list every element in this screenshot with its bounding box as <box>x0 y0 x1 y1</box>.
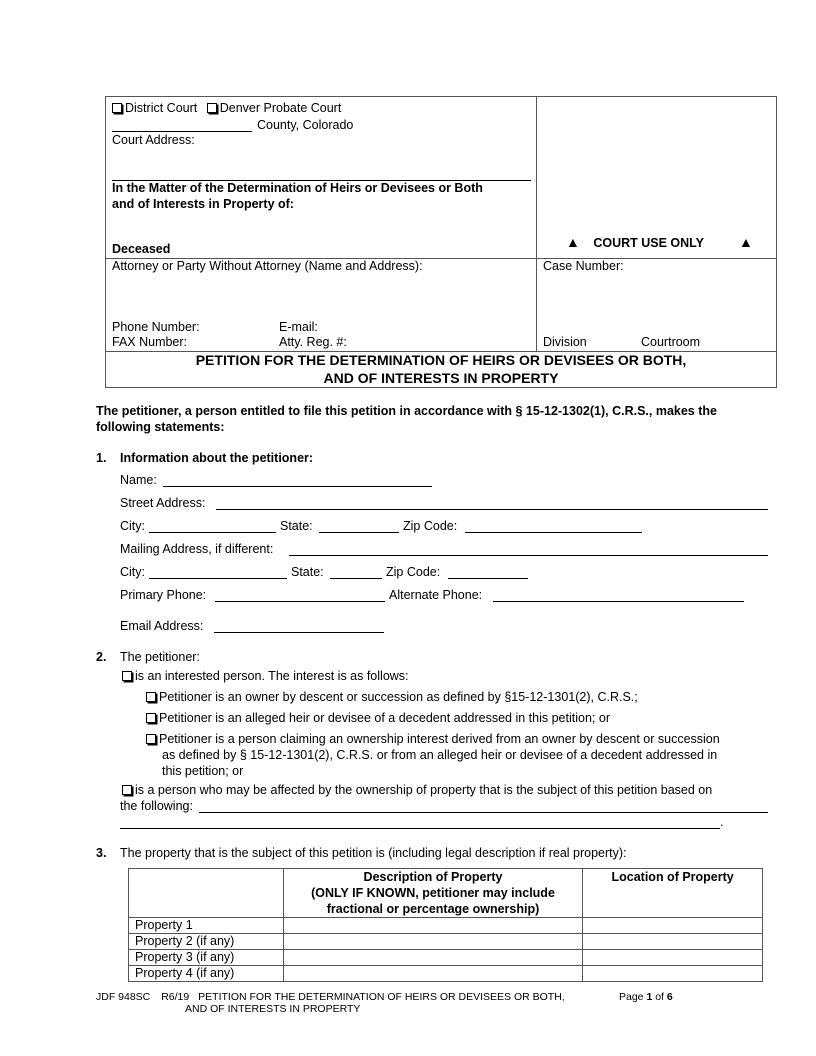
court-use-only-label: COURT USE ONLY <box>593 236 705 250</box>
affected-person-option <box>122 783 712 797</box>
section-2-number: 2. <box>96 650 107 664</box>
alternate-phone-field[interactable] <box>493 601 744 602</box>
property-location-cell[interactable] <box>583 950 763 966</box>
footer-page-number: 1 <box>646 991 653 1003</box>
property-description-cell[interactable] <box>283 966 582 982</box>
mailing-address-label: Mailing Address, if different: <box>120 542 274 556</box>
up-triangle-icon: ▲ <box>739 234 753 250</box>
intro-line-1: The petitioner, a person entitled to file this petition in accordance with § 15-12-1302(1), C.R.S., makes the <box>96 404 717 418</box>
property-description-cell[interactable] <box>283 918 582 934</box>
footer-left <box>96 991 565 1003</box>
claimant-label-line-3: this petition; or <box>162 764 244 778</box>
footer-of-label: of <box>655 991 664 1003</box>
property-location-cell[interactable] <box>583 934 763 950</box>
district-court-checkbox[interactable] <box>112 103 122 113</box>
mailing-state-field[interactable] <box>330 578 382 579</box>
location-column-header: Location of Property <box>583 869 763 918</box>
owner-option <box>146 690 638 704</box>
affected-basis-field-2[interactable] <box>120 828 720 829</box>
affected-period: . <box>720 815 724 829</box>
name-label: Name: <box>120 473 157 487</box>
claimant-label-line-2: as defined by § 15-12-1301(2), C.R.S. or from an alleged heir or devisee of a decedent addressed in <box>162 748 718 762</box>
footer-revision: R6/19 <box>161 991 190 1003</box>
fax-number-label: FAX Number: <box>112 335 188 349</box>
caption-divider-vertical <box>536 96 537 351</box>
table-row <box>129 918 763 934</box>
intro-line-2: following statements: <box>96 420 225 434</box>
email-address-field[interactable] <box>214 632 384 633</box>
county-label: County, Colorado <box>257 118 354 132</box>
county-blank[interactable] <box>112 131 252 132</box>
email-address-label: Email Address: <box>120 619 204 633</box>
phone-number-label: Phone Number: <box>112 320 200 334</box>
district-court-label: District Court <box>125 101 198 115</box>
section-3-number: 3. <box>96 846 107 860</box>
attorney-label: Attorney or Party Without Attorney (Name and Address): <box>112 259 423 273</box>
heir-option <box>146 711 610 725</box>
description-header-line-3: fractional or percentage ownership) <box>326 902 540 916</box>
denver-probate-label: Denver Probate Court <box>219 101 342 115</box>
owner-label: Petitioner is an owner by descent or succession as defined by §15-12-1301(2), C.R.S.; <box>159 690 638 704</box>
table-row <box>129 950 763 966</box>
property-location-cell[interactable] <box>583 966 763 982</box>
court-checkboxes <box>112 101 341 115</box>
primary-phone-label: Primary Phone: <box>120 588 207 602</box>
zip-field[interactable] <box>465 532 642 533</box>
property-table-header <box>129 869 763 918</box>
property-description-cell[interactable] <box>283 934 582 950</box>
table-row <box>129 966 763 982</box>
matter-line-2: and of Interests in Property of: <box>112 197 294 211</box>
mailing-address-field[interactable] <box>289 555 768 556</box>
section-3-heading: The property that is the subject of this petition is (including legal description if real property): <box>120 846 627 860</box>
mailing-zip-label: Zip Code: <box>386 565 441 579</box>
division-label: Division <box>543 335 587 349</box>
primary-phone-field[interactable] <box>215 601 385 602</box>
interested-person-label: is an interested person. The interest is as follows: <box>135 669 409 683</box>
case-number-label: Case Number: <box>543 259 624 273</box>
city-label: City: <box>120 519 145 533</box>
table-row <box>129 934 763 950</box>
form-title-line-1: PETITION FOR THE DETERMINATION OF HEIRS OR DEVISEES OR BOTH, <box>195 352 687 368</box>
atty-reg-label: Atty. Reg. #: <box>279 335 347 349</box>
footer-page-total: 6 <box>666 991 673 1003</box>
footer-page-label: Page <box>619 991 644 1003</box>
property-description-cell[interactable] <box>283 950 582 966</box>
description-header-line-1: Description of Property <box>363 870 503 884</box>
matter-line-1: In the Matter of the Determination of Heirs or Devisees or Both <box>112 181 483 195</box>
up-triangle-icon: ▲ <box>566 234 580 250</box>
claimant-checkbox[interactable] <box>146 734 156 744</box>
zip-label: Zip Code: <box>403 519 458 533</box>
property-table-blank-header <box>129 869 284 918</box>
footer-title-line-2: AND OF INTERESTS IN PROPERTY <box>185 1003 361 1015</box>
affected-basis-field-1[interactable] <box>199 812 768 813</box>
heir-label: Petitioner is an alleged heir or devisee of a decedent addressed in this petition; or <box>159 711 610 725</box>
property-table <box>128 868 763 982</box>
name-field[interactable] <box>163 486 432 487</box>
owner-checkbox[interactable] <box>146 692 156 702</box>
claimant-option <box>146 732 720 746</box>
denver-probate-checkbox[interactable] <box>207 103 217 113</box>
mailing-city-label: City: <box>120 565 145 579</box>
city-field[interactable] <box>149 532 276 533</box>
mailing-state-label: State: <box>291 565 324 579</box>
state-field[interactable] <box>319 532 399 533</box>
courtroom-label: Courtroom <box>641 335 701 349</box>
claimant-label-line-1: Petitioner is a person claiming an ownership interest derived from an owner by descent or succession <box>159 732 720 746</box>
interested-person-checkbox[interactable] <box>122 671 132 681</box>
court-address-label: Court Address: <box>112 133 195 147</box>
deceased-label: Deceased <box>112 242 171 256</box>
alternate-phone-label: Alternate Phone: <box>389 588 483 602</box>
email-label: E-mail: <box>279 320 318 334</box>
section-1-number: 1. <box>96 451 107 465</box>
mailing-zip-field[interactable] <box>448 578 528 579</box>
mailing-city-field[interactable] <box>149 578 287 579</box>
court-use-only <box>566 234 756 250</box>
heir-checkbox[interactable] <box>146 713 156 723</box>
form-title-line-2: AND OF INTERESTS IN PROPERTY <box>323 370 559 386</box>
section-2-heading: The petitioner: <box>120 650 200 664</box>
affected-label-line-2: the following: <box>120 799 193 813</box>
property-row-label: Property 3 (if any) <box>129 950 284 966</box>
section-1-heading: Information about the petitioner: <box>120 451 314 465</box>
street-address-field[interactable] <box>216 509 768 510</box>
property-row-label: Property 2 (if any) <box>129 934 284 950</box>
property-location-cell[interactable] <box>583 918 763 934</box>
footer-form-id: JDF 948SC <box>96 991 151 1003</box>
affected-person-checkbox[interactable] <box>122 785 132 795</box>
interested-person-option <box>122 669 409 683</box>
property-row-label: Property 1 <box>129 918 284 934</box>
footer-title-line-1: PETITION FOR THE DETERMINATION OF HEIRS OR DEVISEES OR BOTH, <box>198 991 565 1003</box>
description-column-header <box>283 869 582 918</box>
affected-label-line-1: is a person who may be affected by the ownership of property that is the subject of this petition based on <box>135 783 713 797</box>
property-row-label: Property 4 (if any) <box>129 966 284 982</box>
street-address-label: Street Address: <box>120 496 206 510</box>
footer-page-indicator <box>619 991 673 1003</box>
state-label: State: <box>280 519 313 533</box>
description-header-line-2: (ONLY IF KNOWN, petitioner may include <box>311 886 555 900</box>
